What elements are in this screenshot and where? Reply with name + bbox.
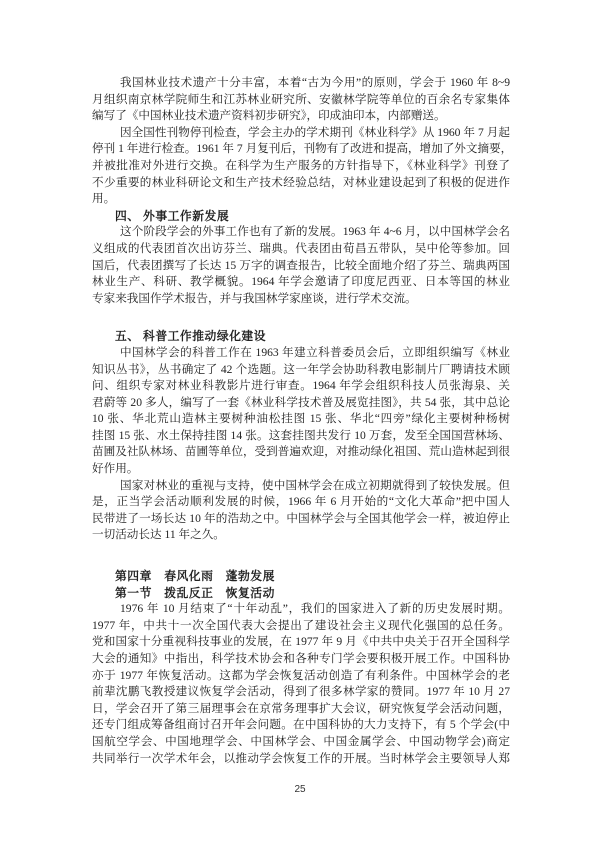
- text-line: 知识丛书》，丛书确定了 42 个选题。这一年学会协助科教电影制片厂聘请技术顾: [92, 362, 510, 376]
- text-line: 好作用。: [92, 462, 139, 476]
- text-line: 国家对林业的重视与支持，使中国林学会在成立初期就得到了较快发展。但: [120, 478, 510, 492]
- text-line: 并被批准对外进行交换。在科学为生产服务的方针指导下，《林业科学》刊登了: [92, 158, 510, 172]
- text-line: 10 张、华北荒山造林主要树种油松挂图 15 张、华北“四旁”绿化主要树种杨树: [92, 412, 510, 426]
- text-line: 还专门组成筹备组商讨召开年会问题。在中国科协的大力支持下，有 5 个学会(中: [92, 718, 510, 732]
- text-line: 苗圃及社队林场、苗圃等单位，受到普遍欢迎，对推动绿化祖国、荒山造林起到很: [92, 445, 510, 459]
- text-line: 国后，代表团撰写了长达 15 万字的调查报告，比较全面地介绍了芬兰、瑞典两国: [92, 258, 510, 272]
- text-line: 是，正当学会活动顺利发展的时候，1966 年 6 月开始的“文化大革命”把中国人: [92, 495, 510, 509]
- text-line: 日，学会召开了第三届理事会在京常务理事扩大会议，研究恢复学会活动问题，: [92, 701, 510, 715]
- document-body: [92, 75, 513, 767]
- paragraph: [92, 601, 510, 767]
- text-line: 这个阶段学会的外事工作也有了新的发展。1963 年 4~6 月，以中国林学会名: [120, 225, 510, 239]
- text-line: 不少重要的林业科研论文和生产技术经验总结，对林业建设起到了积极的促进作: [92, 175, 510, 189]
- paragraph: [92, 345, 510, 478]
- section-heading: 五、 科普工作推动绿化建设: [115, 329, 267, 344]
- section-heading: 四、 外事工作新发展: [115, 208, 230, 223]
- text-line: 编写了《中国林业技术遗产资料初步研究》，印成油印本，内部赠送。: [92, 109, 446, 123]
- text-line: 专家来我国作学术报告，并与我国林学家座谈，进行学术交流。: [92, 291, 417, 305]
- text-line: 大会的通知》中指出，科学技术协会和各种专门学会要积极开展工作。中国科协: [92, 652, 510, 665]
- text-line: 用。: [92, 192, 116, 206]
- text-line: 亦于 1977 年恢复活动。这都为学会恢复活动创造了有利条件。中国林学会的老: [92, 668, 510, 682]
- text-line: 因全国性刊物停刊检查，学会主办的学术期刊《林业科学》从 1960 年 7 月起: [120, 125, 510, 139]
- text-line: 党和国家十分重视科技事业的发展，在 1977 年 9 月《中共中央关于召开全国科学: [92, 635, 510, 649]
- text-line: 国航空学会、中国地理学会、中国林学会、中国金属学会、中国动物学会)商定: [92, 734, 510, 748]
- text-line: 民带进了一场长达 10 年的浩劫之中。中国林学会与全国其他学会一样，被迫停止: [92, 511, 510, 525]
- section-heading: 第一节 拨乱反正 恢复活动: [115, 585, 275, 600]
- text-line: 中国林学会的科普工作在 1963 年建立科普委员会后，立即组织编写《林业: [120, 345, 510, 359]
- section-heading: 第四章 春风化雨 蓬勃发展: [115, 569, 275, 584]
- text-line: 挂图 15 张、水土保持挂图 14 张。这套挂图共发行 10 万套，发至全国国营林场、: [92, 428, 510, 442]
- paragraph: [92, 75, 510, 125]
- text-line: 前辈沈鹏飞教授建议恢复学会活动，得到了很多林学家的赞同。1977 年 10 月 27: [92, 685, 510, 699]
- text-line: 林业生产、科研、教学概貌。1964 年学会邀请了印度尼西亚、日本等国的林业: [92, 275, 510, 289]
- paragraph: [92, 224, 510, 307]
- text-line: 月组织南京林学院师生和江苏林业研究所、安徽林学院等单位的百余名专家集体: [92, 92, 510, 106]
- text-line: 一切活动长达 11 年之久。: [92, 528, 225, 542]
- text-line: 君蔚等 20 多人，编写了一套《林业科学技术普及展览挂图》，共 54 张，其中总论: [92, 395, 510, 409]
- text-line: 共同举行一次学术年会，以推动学会恢复工作的开展。当时林学会主要领导人郑: [92, 751, 510, 765]
- page-number: 25: [294, 784, 306, 795]
- paragraph: [92, 125, 513, 208]
- text-line: 我国林业技术遗产十分丰富，本着“古为今用”的原则，学会于 1960 年 8~9: [120, 76, 510, 89]
- paragraph: [92, 478, 510, 544]
- text-line: 1977 年，中共十一次全国代表大会提出了建设社会主义现代化强国的总任务。: [92, 618, 510, 632]
- text-line: 义组成的代表团首次出访芬兰、瑞典。代表团由荀昌五带队，吴中伦等参加。回: [92, 241, 510, 255]
- text-line: 问、组织专家对林业科教影片进行审查。1964 年学会组织科技人员张海泉、关: [92, 379, 510, 393]
- text-line: 停刊 1 年进行检查。1961 年 7 月复刊后，刊物有了改进和提高，增加了外文摘要，: [92, 142, 513, 156]
- text-line: 1976 年 10 月结束了“十年动乱”，我们的国家进入了新的历史发展时期。: [120, 602, 510, 616]
